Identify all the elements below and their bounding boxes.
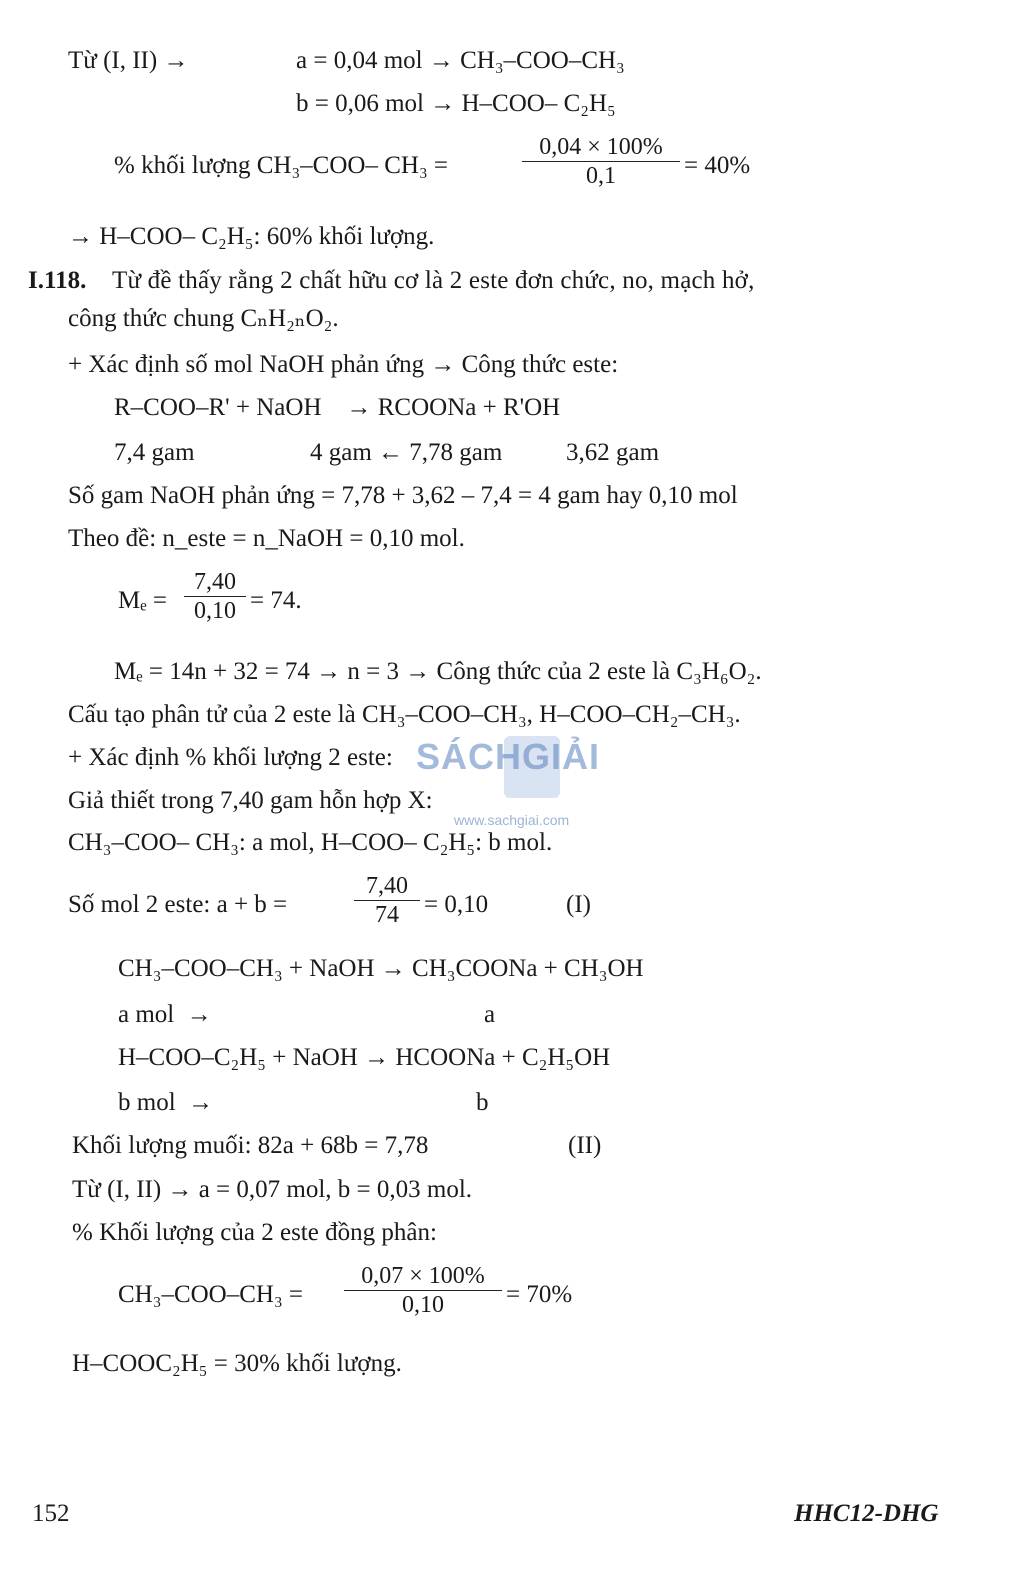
page-number: 152 xyxy=(32,1500,70,1527)
line-text: Từ đề thấy rằng 2 chất hữu cơ là 2 este đơn chức, no, mạch hở, xyxy=(112,267,755,294)
line-text: = 0,10 xyxy=(424,891,489,918)
line-text: % Khối lượng của 2 este đồng phân: xyxy=(72,1219,437,1246)
line-text: = 40% xyxy=(684,152,751,179)
fraction-numerator: 7,40 xyxy=(194,569,236,595)
equation-tag: (II) xyxy=(568,1132,602,1159)
line-text: 7,4 gam xyxy=(114,439,195,466)
fraction-denominator: 0,1 xyxy=(586,163,616,189)
line-text: → H–COO– C₂H₅: 60% khối lượng. xyxy=(68,223,435,250)
line-text: CH₃–COO–CH₃ = xyxy=(118,1281,304,1308)
line-text: công thức chung CₙH₂ₙO₂. xyxy=(68,305,339,332)
line-text: a xyxy=(484,1001,496,1028)
line-text: b = 0,06 mol → H–COO– C₂H₅ xyxy=(296,90,616,117)
fraction xyxy=(522,133,680,190)
line-text: 3,62 gam xyxy=(566,439,660,466)
fraction-denominator: 0,10 xyxy=(402,1292,444,1318)
line-text: 4 gam ← 7,78 gam xyxy=(310,439,503,466)
fraction xyxy=(184,568,246,625)
line-text: + Xác định số mol NaOH phản ứng → Công thức este: xyxy=(68,351,619,378)
line-text: Số mol 2 este: a + b = xyxy=(68,891,288,918)
equation: CH₃–COO–CH₃ + NaOH → CH₃COONa + CH₃OH xyxy=(118,955,644,982)
line-text: = 70% xyxy=(506,1281,573,1308)
line-text: = 74. xyxy=(250,587,302,614)
equation: H–COO–C₂H₅ + NaOH → HCOONa + C₂H₅OH xyxy=(118,1044,611,1071)
line-text: Cấu tạo phân tử của 2 este là CH₃–COO–CH₃, H–COO–CH₂–CH₃. xyxy=(68,701,741,728)
fraction-numerator: 7,40 xyxy=(366,873,408,899)
fraction xyxy=(354,872,420,929)
line-text: Giả thiết trong 7,40 gam hỗn hợp X: xyxy=(68,787,433,814)
line-text: Khối lượng muối: 82a + 68b = 7,78 xyxy=(72,1132,429,1159)
fraction-numerator: 0,07 × 100% xyxy=(361,1263,485,1289)
line-text: CH₃–COO– CH₃: a mol, H–COO– C₂H₅: b mol. xyxy=(68,829,553,856)
fraction xyxy=(344,1262,502,1319)
watermark-url: www.sachgiai.com xyxy=(454,812,570,828)
exercise-label: I.118. xyxy=(28,267,87,294)
line-text: b xyxy=(476,1089,489,1116)
watermark xyxy=(404,736,624,832)
equation: R–COO–R' + NaOH → RCOONa + R'OH xyxy=(114,394,561,421)
watermark-logo: SÁCHGIẢI xyxy=(416,736,601,777)
book-code: HHC12-DHG xyxy=(794,1500,939,1527)
line-text: Số gam NaOH phản ứng = 7,78 + 3,62 – 7,4 = 4 gam hay 0,10 mol xyxy=(68,482,738,509)
line-text: H–COOC₂H₅ = 30% khối lượng. xyxy=(72,1350,402,1377)
line-text: b mol → xyxy=(118,1089,214,1116)
fraction-numerator: 0,04 × 100% xyxy=(539,134,663,160)
equation-tag: (I) xyxy=(566,891,591,918)
line-text: Theo đề: n_este = n_NaOH = 0,10 mol. xyxy=(68,525,465,552)
line-text: Từ (I, II) → xyxy=(68,47,189,74)
line-text: a mol → xyxy=(118,1001,212,1028)
fraction-denominator: 0,10 xyxy=(194,598,236,624)
line-text: + Xác định % khối lượng 2 este: xyxy=(68,744,393,771)
fraction-denominator: 74 xyxy=(375,902,399,928)
line-text: a = 0,04 mol → CH₃–COO–CH₃ xyxy=(296,47,625,74)
line-text: Mₑ = 14n + 32 = 74 → n = 3 → Công thức của 2 este là C₃H₆O₂. xyxy=(114,658,762,685)
line-text: Mₑ = xyxy=(118,587,167,614)
line-text: % khối lượng CH₃–COO– CH₃ = xyxy=(114,152,449,179)
line-text: Từ (I, II) → a = 0,07 mol, b = 0,03 mol. xyxy=(72,1176,473,1203)
